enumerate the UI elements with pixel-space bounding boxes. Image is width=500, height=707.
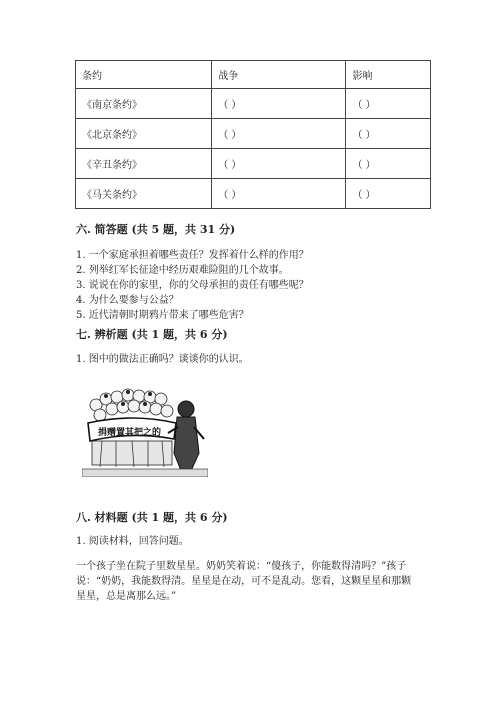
impact-blank: （ ）: [346, 89, 431, 119]
war-blank: （ ）: [212, 149, 346, 179]
treaty-name: 《马关条约》: [76, 179, 212, 209]
section8-title: 八. 材料题 (共 1 题，共 6 分): [76, 511, 228, 524]
treaty-name: 《辛丑条约》: [76, 149, 212, 179]
section6-title: 六. 简答题 (共 5 题，共 31 分): [76, 223, 236, 236]
table-row: [76, 149, 431, 179]
passage-line: 一个孩子坐在院子里数星星。奶奶笑着说：“傻孩子，你能数得清吗？”孩子: [76, 561, 407, 572]
table-header-row: [76, 61, 431, 89]
cartoon-illustration: [82, 383, 208, 477]
question-line: 1. 图中的做法正确吗？谈谈你的认识。: [76, 354, 249, 365]
treaty-name: 《南京条约》: [76, 89, 212, 119]
impact-blank: （ ）: [346, 119, 431, 149]
treaty-name: 《北京条约》: [76, 119, 212, 149]
header-impact: 影响: [346, 61, 431, 89]
question-line: 1. 一个家庭承担着哪些责任？发挥着什么样的作用？: [76, 250, 309, 261]
banner-text: 捐赠置其把之的: [98, 428, 162, 438]
impact-blank: （ ）: [346, 179, 431, 209]
question-line: 5. 近代清朝时期鸦片带来了哪些危害？: [76, 310, 249, 321]
war-blank: （ ）: [212, 179, 346, 209]
table-row: [76, 89, 431, 119]
impact-blank: （ ）: [346, 149, 431, 179]
question-line: 3. 说说在你的家里，你的父母承担的责任有哪些呢？: [76, 280, 309, 291]
question-line: 4. 为什么要参与公益？: [76, 295, 179, 306]
passage-line: 说：“奶奶，我能数得清。星星是在动，可不是乱动。您看，这颗星星和那颗: [76, 576, 412, 587]
war-blank: （ ）: [212, 119, 346, 149]
header-war: 战争: [212, 61, 346, 89]
section7-title: 七. 辨析题 (共 1 题，共 6 分): [76, 328, 228, 341]
instruction-line: 1. 阅读材料，回答问题。: [76, 536, 189, 547]
war-blank: （ ）: [212, 89, 346, 119]
table-row: [76, 119, 431, 149]
passage-line: 星星，总是离那么远。”: [76, 591, 177, 602]
treaty-table: [75, 60, 431, 209]
header-treaty: 条约: [76, 61, 212, 89]
question-line: 2. 列举红军长征途中经历艰难险阻的几个故事。: [76, 265, 289, 276]
table-row: [76, 179, 431, 209]
